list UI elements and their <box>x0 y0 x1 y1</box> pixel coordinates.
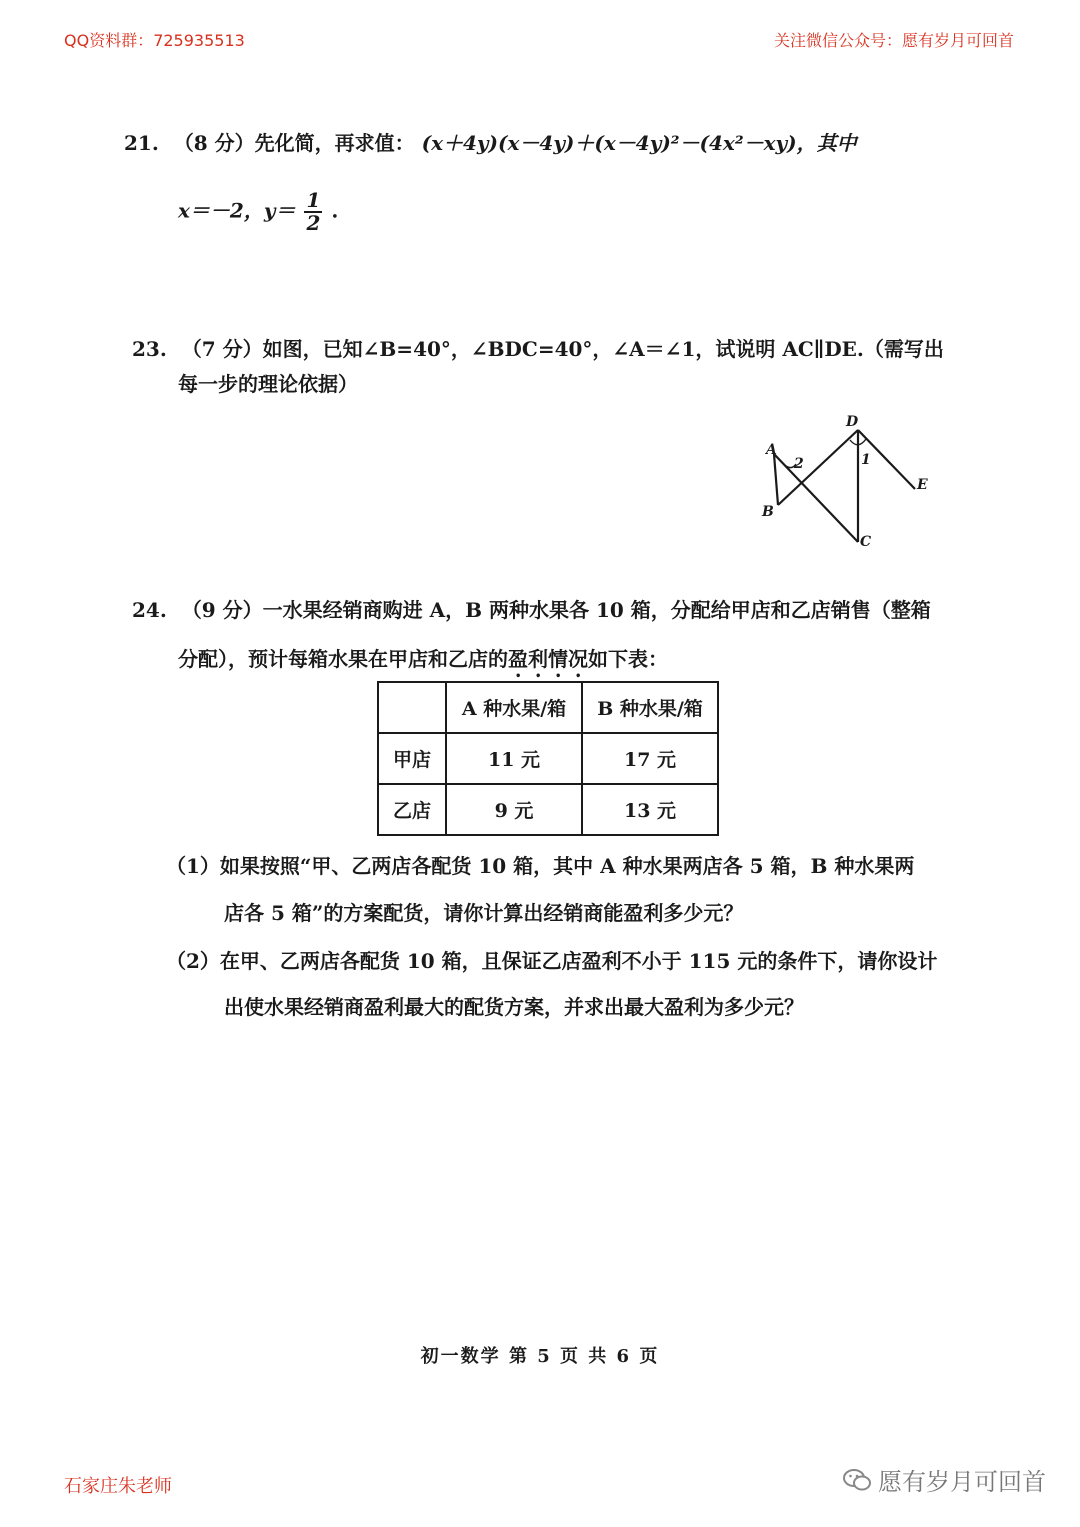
profit-table <box>377 681 719 836</box>
table-header-row <box>378 682 718 733</box>
question-number: 23. <box>132 337 167 361</box>
question-number: 21. <box>124 131 159 155</box>
geometry-figure <box>752 392 942 552</box>
fraction-one-half <box>304 190 322 234</box>
question-21 <box>124 133 857 153</box>
table-cell: 13 元 <box>582 784 718 835</box>
watermark-account-name: 愿有岁月可回首 <box>878 1468 1046 1496</box>
watermark-author: 石家庄朱老师 <box>64 1476 172 1497</box>
question-23-line2: 每一步的理论依据） <box>178 372 358 396</box>
label-e: E <box>917 477 928 493</box>
given-x-y: x＝－2，y＝ <box>178 198 296 223</box>
table-cell: 甲店 <box>378 733 446 784</box>
table-cell: 乙店 <box>378 784 446 835</box>
table-cell: 17 元 <box>582 733 718 784</box>
question-text-line1: （9 分）一水果经销商购进 A，B 两种水果各 10 箱，分配给甲店和乙店销售（整箱 <box>181 598 931 622</box>
table-row <box>378 784 718 835</box>
part-2-line1: （2）在甲、乙两店各配货 10 箱，且保证乙店盈利不小于 115 元的条件下，请你设计 <box>166 949 938 973</box>
watermark-account <box>842 1462 1046 1497</box>
part-2-line2: 出使水果经销商盈利最大的配货方案，并求出最大盈利为多少元？ <box>224 995 804 1019</box>
segment-ab <box>774 454 778 505</box>
label-a: A <box>766 442 777 458</box>
question-text-line1: （7 分）如图，已知∠B=40°，∠BDC=40°，∠A＝∠1，试说明 AC∥DE.（需写出 <box>181 337 944 361</box>
part-1-line1: （1）如果按照“甲、乙两店各配货 10 箱，其中 A 种水果两店各 5 箱，B 种水果两 <box>166 854 915 878</box>
label-angle-1: 1 <box>861 452 871 468</box>
fraction-numerator: 1 <box>306 188 321 212</box>
table-row <box>378 733 718 784</box>
question-score: （8 分）先化简，再求值： <box>173 131 415 155</box>
label-d: D <box>846 414 859 430</box>
line2-suffix: 如下表： <box>588 647 668 671</box>
table-header-cell: B 种水果/箱 <box>582 682 718 733</box>
label-b: B <box>762 504 774 520</box>
table-cell: 9 元 <box>446 784 582 835</box>
table-header-cell <box>378 682 446 733</box>
fraction-denominator: 2 <box>306 211 321 235</box>
question-24 <box>132 600 931 620</box>
question-24-line2 <box>178 643 668 682</box>
math-expression: (x＋4y)(x－4y)＋(x－4y)²－(4x²－xy)，其中 <box>421 131 857 155</box>
page-footer: 初一数学 第 5 页 共 6 页 <box>420 1346 660 1367</box>
header-wechat-account: 关注微信公众号：愿有岁月可回首 <box>773 31 1014 50</box>
emphasized-text: 盈利情况 <box>508 647 588 671</box>
label-c: C <box>860 534 872 550</box>
question-23 <box>132 339 944 359</box>
given-values <box>178 190 338 234</box>
table-header-cell: A 种水果/箱 <box>446 682 582 733</box>
part-1-line2: 店各 5 箱”的方案配货，请你计算出经销商能盈利多少元？ <box>224 901 744 925</box>
header-qq-group: QQ资料群：725935513 <box>64 31 245 50</box>
question-number: 24. <box>132 598 167 622</box>
table-cell: 11 元 <box>446 733 582 784</box>
wechat-icon <box>842 1467 872 1493</box>
line2-prefix: 分配），预计每箱水果在甲店和乙店的 <box>178 647 508 671</box>
label-angle-2: 2 <box>794 456 804 472</box>
period: . <box>331 198 339 223</box>
